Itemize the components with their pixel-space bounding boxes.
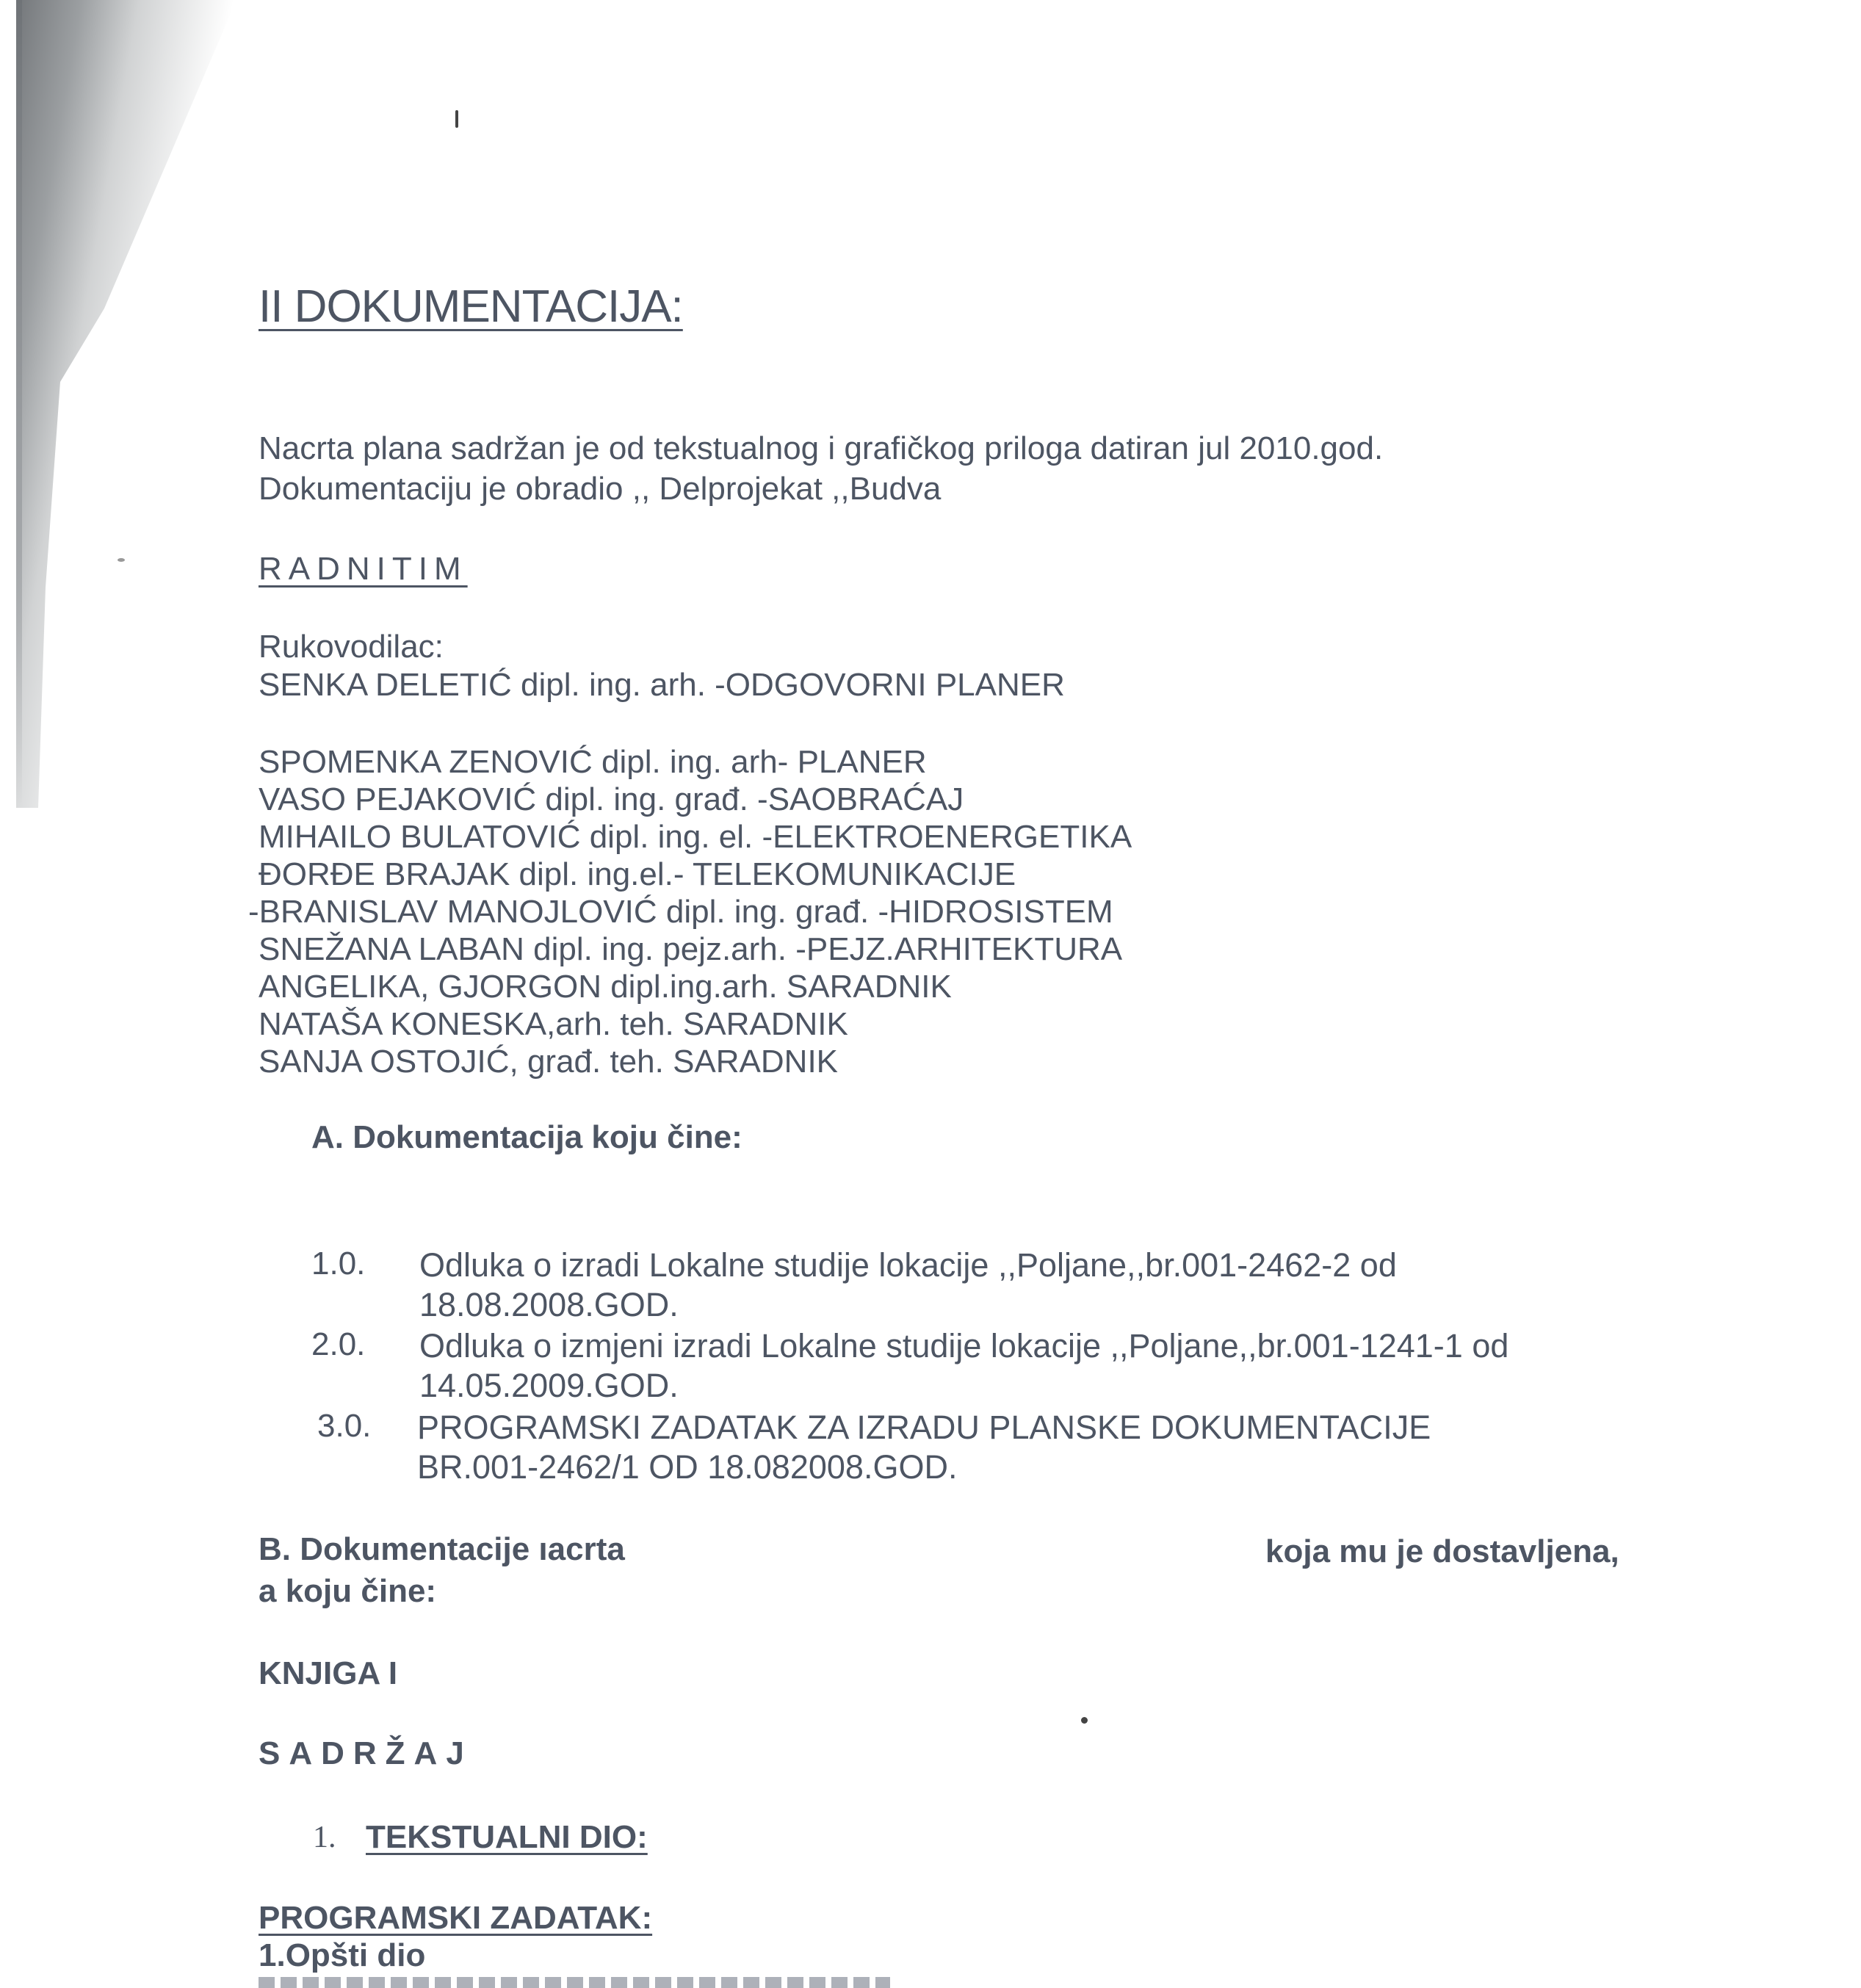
- cut-off-line-fragment: [259, 1977, 890, 1988]
- section-a-heading: A. Dokumentacija koju čine:: [311, 1119, 742, 1155]
- team-heading: RADNITIM: [259, 551, 468, 587]
- section-a-item-line: 18.08.2008.GOD.: [419, 1286, 679, 1323]
- section-a-item-number: 1.0.: [311, 1246, 366, 1282]
- intro-line-2: Dokumentaciju je obradio ,, Delprojekat ,,Budva: [259, 471, 942, 507]
- section-b-line-2: a koju čine:: [259, 1573, 437, 1609]
- scan-speck: [1081, 1717, 1088, 1724]
- team-member: SNEŽANA LABAN dipl. ing. pejz.arh. -PEJZ.ARHITEKTURA: [259, 931, 1123, 967]
- section-a-item-line: 14.05.2009.GOD.: [419, 1367, 679, 1404]
- section-a-item-number: 3.0.: [317, 1408, 372, 1444]
- scan-shadow: [16, 0, 236, 808]
- book-label: KNJIGA I: [259, 1655, 398, 1691]
- intro-line-1: Nacrta plana sadržan je od tekstualnog i grafičkog priloga datiran jul 2010.god.: [259, 430, 1384, 466]
- section-b-line-1-left: B. Dokumentacije ıacrta: [259, 1531, 625, 1567]
- team-member: VASO PEJAKOVIĆ dipl. ing. građ. -SAOBRAĆAJ: [259, 781, 964, 817]
- scan-speck: [455, 110, 458, 128]
- team-member: SPOMENKA ZENOVIĆ dipl. ing. arh- PLANER: [259, 744, 927, 780]
- general-part-heading: 1.Opšti dio: [259, 1937, 426, 1973]
- section-a-item-number: 2.0.: [311, 1326, 366, 1362]
- section-a-item-line: PROGRAMSKI ZADATAK ZA IZRADU PLANSKE DOKUMENTACIJE: [417, 1409, 1431, 1446]
- scan-speck: [118, 558, 125, 562]
- section-a-item-line: Odluka o izmjeni izradi Lokalne studije lokacije ,,Poljane,,br.001-1241-1 od: [419, 1327, 1509, 1365]
- document-heading: II DOKUMENTACIJA:: [259, 281, 683, 332]
- section-b-line-1-right: koja mu je dostavljena,: [1265, 1533, 1619, 1569]
- scan-edge: [16, 0, 22, 808]
- program-title: PROGRAMSKI ZADATAK:: [259, 1900, 653, 1936]
- team-member: ANGELIKA, GJORGON dipl.ing.arh. SARADNIK: [259, 969, 952, 1005]
- lead-name: SENKA DELETIĆ dipl. ing. arh. -ODGOVORNI PLANER: [259, 667, 1065, 703]
- contents-heading: SADRŽAJ: [259, 1735, 473, 1771]
- part-title: TEKSTUALNI DIO:: [366, 1819, 648, 1855]
- team-member: SANJA OSTOJIĆ, građ. teh. SARADNIK: [259, 1044, 839, 1080]
- team-member: NATAŠA KONESKA,arh. teh. SARADNIK: [259, 1006, 848, 1042]
- team-member: -BRANISLAV MANOJLOVIĆ dipl. ing. građ. -HIDROSISTEM: [248, 894, 1113, 930]
- lead-label: Rukovodilac:: [259, 629, 444, 665]
- section-a-item-line: Odluka o izradi Lokalne studije lokacije ,,Poljane,,br.001-2462-2 od: [419, 1246, 1397, 1284]
- team-member: ĐORĐE BRAJAK dipl. ing.el.- TELEKOMUNIKACIJE: [259, 856, 1016, 892]
- team-member: MIHAILO BULATOVIĆ dipl. ing. el. -ELEKTROENERGETIKA: [259, 819, 1132, 855]
- part-number: 1.: [313, 1821, 336, 1854]
- section-a-item-line: BR.001-2462/1 OD 18.082008.GOD.: [417, 1448, 958, 1486]
